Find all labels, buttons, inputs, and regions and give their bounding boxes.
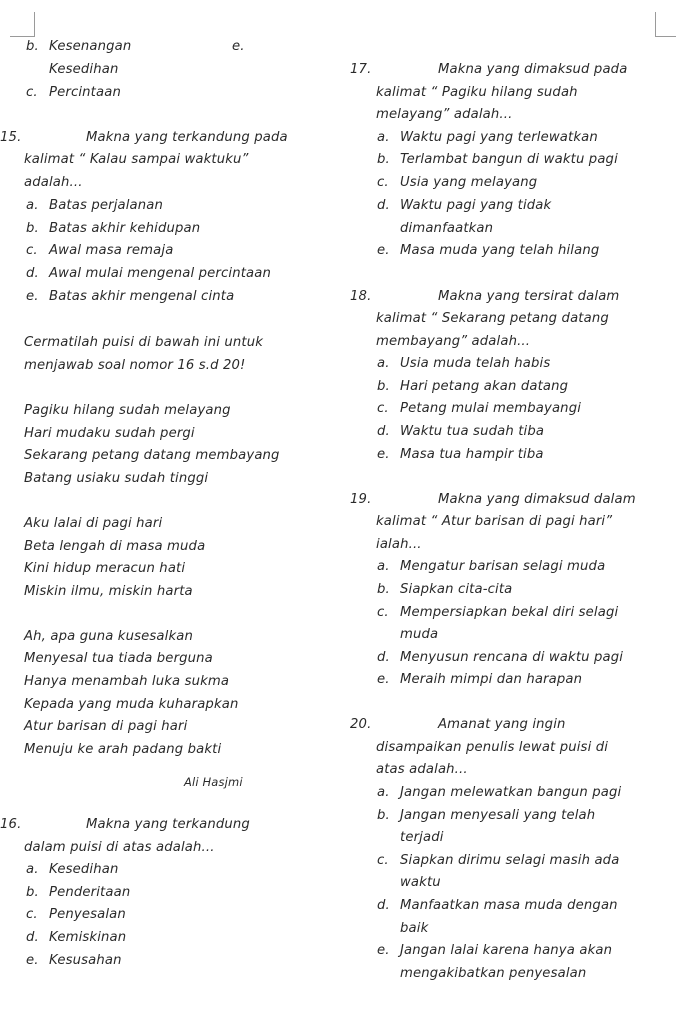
option-c[interactable]: Mempersiapkan bekal diri selagi bbox=[400, 605, 619, 620]
option-letter: c. bbox=[377, 853, 389, 868]
question-stem: Makna yang terkandung bbox=[86, 817, 250, 832]
question-stem: atas adalah... bbox=[376, 762, 468, 777]
option-d[interactable]: Manfaatkan masa muda dengan bbox=[400, 898, 618, 913]
instruction-line: menjawab soal nomor 16 s.d 20! bbox=[24, 358, 246, 373]
option-letter: c. bbox=[26, 243, 38, 258]
option-e[interactable]: Meraih mimpi dan harapan bbox=[400, 672, 583, 687]
option-b[interactable]: Siapkan cita-cita bbox=[400, 582, 513, 597]
option-b[interactable]: Jangan menyesali yang telah bbox=[400, 808, 596, 823]
option-letter: d. bbox=[377, 650, 390, 665]
option-c[interactable]: Awal masa remaja bbox=[49, 243, 174, 258]
poem-line: Kepada yang muda kuharapkan bbox=[24, 697, 239, 712]
question-number: 20. bbox=[350, 717, 372, 732]
question-number: 15. bbox=[0, 130, 22, 145]
crop-mark-top-left bbox=[10, 12, 35, 37]
option-b-cont[interactable]: terjadi bbox=[400, 830, 444, 845]
option-c[interactable]: Penyesalan bbox=[49, 907, 126, 922]
option-e[interactable]: Masa tua hampir tiba bbox=[400, 447, 544, 462]
option-letter: e. bbox=[377, 243, 390, 258]
question-number: 19. bbox=[350, 492, 372, 507]
option-letter: c. bbox=[377, 401, 389, 416]
option-c[interactable]: Usia yang melayang bbox=[400, 175, 538, 190]
option-letter: d. bbox=[377, 198, 390, 213]
poem-line: Kini hidup meracun hati bbox=[24, 561, 186, 576]
option-letter: e. bbox=[377, 447, 390, 462]
option-c[interactable]: Petang mulai membayangi bbox=[400, 401, 582, 416]
option-letter: d. bbox=[377, 898, 390, 913]
poem-line: Aku lalai di pagi hari bbox=[24, 516, 163, 531]
option-a[interactable]: Kesedihan bbox=[49, 862, 119, 877]
option-d-cont[interactable]: baik bbox=[400, 921, 429, 936]
option-e[interactable]: Jangan lalai karena hanya akan bbox=[400, 943, 613, 958]
instruction-line: Cermatilah puisi di bawah ini untuk bbox=[24, 335, 264, 350]
option-text: Kesedihan bbox=[49, 62, 119, 77]
option-e[interactable]: Kesusahan bbox=[49, 953, 122, 968]
option-d-cont[interactable]: dimanfaatkan bbox=[400, 221, 494, 236]
option-letter: d. bbox=[377, 424, 390, 439]
option-a[interactable]: Waktu pagi yang terlewatkan bbox=[400, 130, 598, 145]
option-a[interactable]: Usia muda telah habis bbox=[400, 356, 551, 371]
option-text: Percintaan bbox=[49, 85, 121, 100]
option-letter: a. bbox=[377, 356, 390, 371]
question-stem: kalimat “ Kalau sampai waktuku” bbox=[24, 152, 249, 167]
option-e[interactable]: Masa muda yang telah hilang bbox=[400, 243, 600, 258]
option-b[interactable]: Terlambat bangun di waktu pagi bbox=[400, 152, 618, 167]
option-letter: d. bbox=[26, 266, 39, 281]
poem-line: Miskin ilmu, miskin harta bbox=[24, 584, 193, 599]
poem-line: Hanya menambah luka sukma bbox=[24, 674, 230, 689]
option-letter: b. bbox=[377, 152, 390, 167]
question-stem: Makna yang terkandung pada bbox=[86, 130, 288, 145]
option-d[interactable]: Awal mulai mengenal percintaan bbox=[49, 266, 272, 281]
option-letter: d. bbox=[26, 930, 39, 945]
option-text: Kesenangan bbox=[49, 39, 132, 54]
option-letter: e. bbox=[232, 39, 245, 54]
option-letter: a. bbox=[377, 785, 390, 800]
question-number: 18. bbox=[350, 289, 372, 304]
crop-mark-top-right bbox=[655, 12, 676, 37]
poem-line: Beta lengah di masa muda bbox=[24, 539, 206, 554]
question-stem: ialah... bbox=[376, 537, 422, 552]
option-a[interactable]: Batas perjalanan bbox=[49, 198, 164, 213]
option-a[interactable]: Jangan melewatkan bangun pagi bbox=[400, 785, 622, 800]
question-stem: kalimat “ Atur barisan di pagi hari” bbox=[376, 514, 613, 529]
option-d[interactable]: Waktu pagi yang tidak bbox=[400, 198, 552, 213]
question-stem: melayang” adalah... bbox=[376, 107, 513, 122]
option-letter: b. bbox=[26, 885, 39, 900]
option-c-cont[interactable]: waktu bbox=[400, 875, 441, 890]
question-stem: membayang” adalah... bbox=[376, 334, 531, 349]
option-letter: c. bbox=[26, 85, 38, 100]
option-letter: b. bbox=[26, 39, 39, 54]
poem-line: Sekarang petang datang membayang bbox=[24, 448, 280, 463]
question-stem: adalah... bbox=[24, 175, 83, 190]
option-letter: e. bbox=[26, 953, 39, 968]
option-letter: e. bbox=[377, 672, 390, 687]
option-b[interactable]: Batas akhir kehidupan bbox=[49, 221, 201, 236]
poem-line: Menuju ke arah padang bakti bbox=[24, 742, 222, 757]
question-number: 17. bbox=[350, 62, 372, 77]
poem-line: Pagiku hilang sudah melayang bbox=[24, 403, 231, 418]
question-stem: dalam puisi di atas adalah... bbox=[24, 840, 215, 855]
option-letter: b. bbox=[377, 379, 390, 394]
option-letter: b. bbox=[377, 808, 390, 823]
option-d[interactable]: Waktu tua sudah tiba bbox=[400, 424, 545, 439]
poem-line: Batang usiaku sudah tinggi bbox=[24, 471, 209, 486]
option-letter: e. bbox=[377, 943, 390, 958]
option-b[interactable]: Hari petang akan datang bbox=[400, 379, 569, 394]
question-stem: Makna yang dimaksud pada bbox=[438, 62, 628, 77]
poem-line: Ah, apa guna kusesalkan bbox=[24, 629, 193, 644]
question-number: 16. bbox=[0, 817, 22, 832]
option-letter: a. bbox=[26, 198, 39, 213]
option-e-cont[interactable]: mengakibatkan penyesalan bbox=[400, 966, 587, 981]
option-letter: a. bbox=[377, 559, 390, 574]
option-letter: e. bbox=[26, 289, 39, 304]
option-c-cont[interactable]: muda bbox=[400, 627, 439, 642]
option-d[interactable]: Menyusun rencana di waktu pagi bbox=[400, 650, 624, 665]
option-e[interactable]: Batas akhir mengenal cinta bbox=[49, 289, 235, 304]
option-letter: c. bbox=[377, 175, 389, 190]
option-letter: b. bbox=[26, 221, 39, 236]
question-stem: disampaikan penulis lewat puisi di bbox=[376, 740, 609, 755]
poem-author: Ali Hasjmi bbox=[184, 775, 243, 789]
option-letter: c. bbox=[377, 605, 389, 620]
poem-line: Atur barisan di pagi hari bbox=[24, 719, 188, 734]
option-letter: a. bbox=[26, 862, 39, 877]
option-letter: a. bbox=[377, 130, 390, 145]
question-stem: Amanat yang ingin bbox=[438, 717, 566, 732]
question-stem: kalimat “ Sekarang petang datang bbox=[376, 311, 609, 326]
option-b[interactable]: Penderitaan bbox=[49, 885, 131, 900]
question-stem: Makna yang tersirat dalam bbox=[438, 289, 620, 304]
option-a[interactable]: Mengatur barisan selagi muda bbox=[400, 559, 606, 574]
option-d[interactable]: Kemiskinan bbox=[49, 930, 127, 945]
option-letter: c. bbox=[26, 907, 38, 922]
poem-line: Hari mudaku sudah pergi bbox=[24, 426, 195, 441]
question-stem: Makna yang dimaksud dalam bbox=[438, 492, 636, 507]
poem-line: Menyesal tua tiada berguna bbox=[24, 651, 213, 666]
option-c[interactable]: Siapkan dirimu selagi masih ada bbox=[400, 853, 620, 868]
question-stem: kalimat “ Pagiku hilang sudah bbox=[376, 85, 578, 100]
option-letter: b. bbox=[377, 582, 390, 597]
